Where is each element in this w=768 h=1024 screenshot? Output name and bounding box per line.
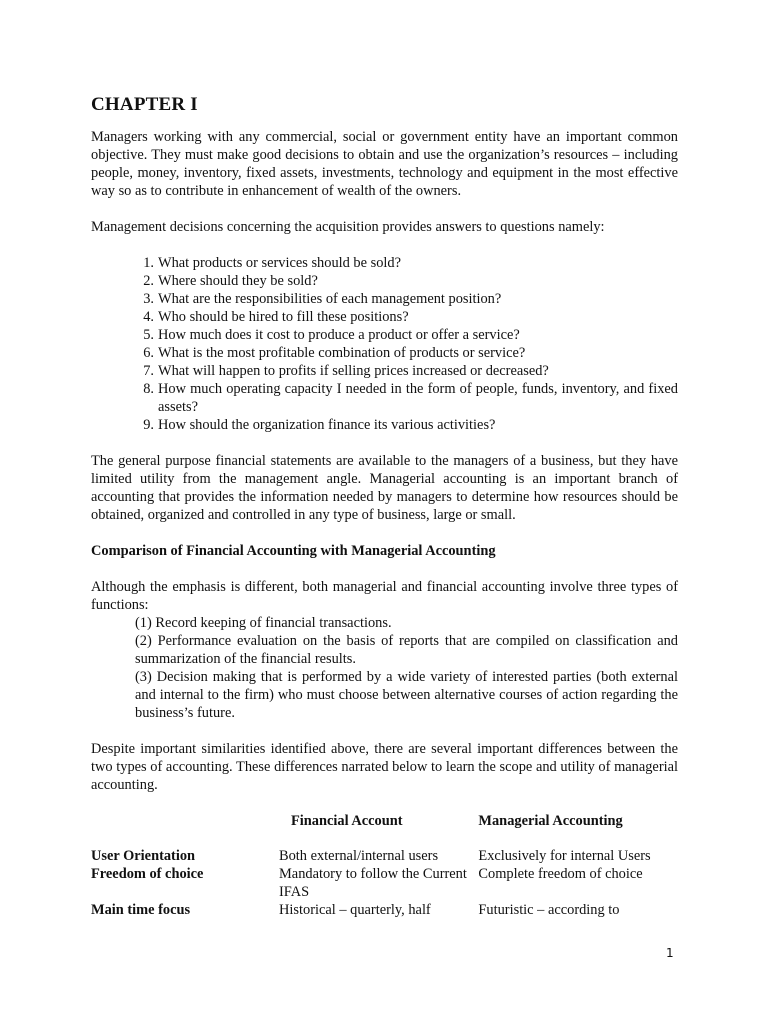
section-heading: Comparison of Financial Accounting with Managerial Accounting bbox=[91, 543, 496, 559]
managerial-cell: Exclusively for internal Users bbox=[478, 848, 651, 864]
list-item bbox=[143, 290, 678, 308]
list-item: (2) Performance evaluation on the basis of reports that are compiled on classification and summarization of the financial results. bbox=[135, 633, 678, 667]
list-item-number: 6. bbox=[143, 345, 154, 361]
list-item-text: How much does it cost to produce a product or offer a service? bbox=[158, 327, 520, 343]
list-item-number: 8. bbox=[143, 381, 154, 397]
functions-intro-paragraph: Although the emphasis is different, both managerial and financial accounting involve three types of functions: bbox=[91, 579, 678, 613]
row-label: Freedom of choice bbox=[91, 866, 204, 882]
list-item-text: What are the responsibilities of each management position? bbox=[158, 291, 502, 307]
list-item: (1) Record keeping of financial transactions. bbox=[135, 615, 392, 631]
financial-cell: Mandatory to follow the Current IFAS bbox=[279, 866, 467, 900]
list-item bbox=[143, 362, 678, 380]
table-row bbox=[91, 865, 678, 901]
page-content bbox=[91, 92, 678, 919]
comparison-table bbox=[91, 812, 678, 919]
row-label: User Orientation bbox=[91, 848, 196, 864]
intro-paragraph: Managers working with any commercial, social or government entity have an important common objective. They must make good decisions to obtain and use the organization’s resources – including people, money, inventory, fixed assets, investments, technology and equipment in the most effective way so as to contribute in enhancement of wealth of the owners. bbox=[91, 129, 678, 199]
list-item-text: How should the organization finance its various activities? bbox=[158, 417, 496, 433]
managerial-cell: Futuristic – according to bbox=[478, 902, 620, 918]
questions-intro-paragraph: Management decisions concerning the acquisition provides answers to questions namely: bbox=[91, 219, 605, 235]
table-header-financial: Financial Account bbox=[291, 813, 403, 829]
list-item bbox=[143, 308, 678, 326]
financial-cell: Both external/internal users bbox=[279, 848, 439, 864]
list-item-number: 2. bbox=[143, 273, 154, 289]
list-item-number: 7. bbox=[143, 363, 154, 379]
managerial-cell: Complete freedom of choice bbox=[478, 866, 643, 882]
chapter-title: CHAPTER I bbox=[91, 94, 198, 115]
list-item bbox=[143, 326, 678, 344]
financial-cell: Historical – quarterly, half bbox=[279, 902, 431, 918]
list-item-number: 9. bbox=[143, 417, 154, 433]
list-item: (3) Decision making that is performed by a wide variety of interested parties (both external and internal to the firm) who must choose between alternative courses of action regarding the business’s future. bbox=[135, 669, 678, 721]
list-item bbox=[143, 416, 678, 434]
list-item-number: 1. bbox=[143, 255, 154, 271]
table-row bbox=[91, 901, 678, 919]
differences-paragraph: Despite important similarities identified above, there are several important differences between the two types of accounting. These differences narrated below to learn the scope and utility of managerial accounting. bbox=[91, 741, 678, 793]
list-item-text: What will happen to profits if selling prices increased or decreased? bbox=[158, 363, 549, 379]
table-header-row bbox=[91, 812, 678, 847]
list-item-text: How much operating capacity I needed in the form of people, funds, inventory, and fixed assets? bbox=[158, 381, 678, 415]
list-item-number: 5. bbox=[143, 327, 154, 343]
list-item bbox=[143, 272, 678, 290]
list-item bbox=[143, 254, 678, 272]
table-row bbox=[91, 847, 678, 865]
list-item-text: What products or services should be sold? bbox=[158, 255, 401, 271]
list-item bbox=[143, 380, 678, 416]
questions-list bbox=[91, 254, 678, 434]
table-header-managerial: Managerial Accounting bbox=[478, 813, 623, 829]
row-label: Main time focus bbox=[91, 902, 191, 918]
table-header-empty bbox=[91, 812, 279, 847]
list-item bbox=[143, 344, 678, 362]
list-item-text: Who should be hired to fill these positions? bbox=[158, 309, 409, 325]
list-item-text: Where should they be sold? bbox=[158, 273, 318, 289]
managerial-accounting-paragraph: The general purpose financial statements are available to the managers of a business, but they have limited utility from the management angle. Managerial accounting is an important branch of accounting that provides the information needed by managers to determine how resources should be obtained, organized and controlled in any type of business, large or small. bbox=[91, 453, 678, 523]
page-number: 1 bbox=[666, 946, 674, 960]
list-item-text: What is the most profitable combination of products or service? bbox=[158, 345, 526, 361]
list-item-number: 3. bbox=[143, 291, 154, 307]
functions-list bbox=[91, 614, 678, 722]
list-item-number: 4. bbox=[143, 309, 154, 325]
